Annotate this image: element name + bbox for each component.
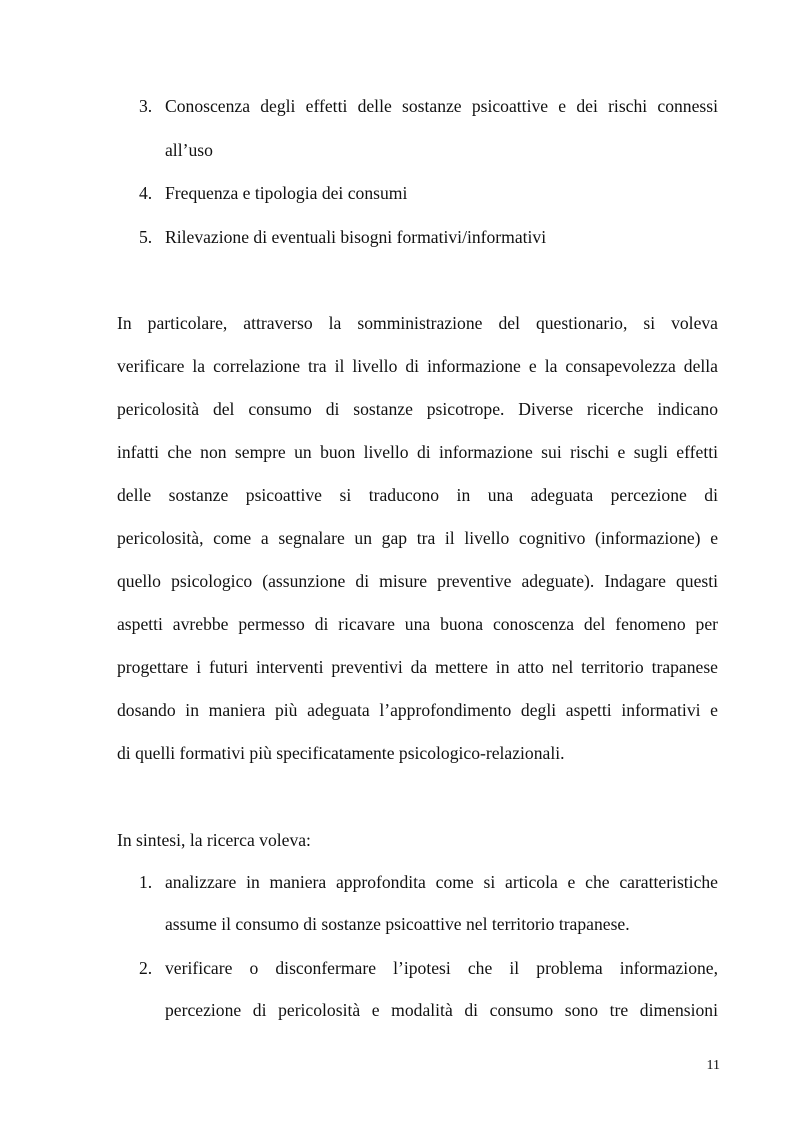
summary-intro: In sintesi, la ricerca voleva:	[117, 830, 311, 850]
page-number: 11	[706, 1058, 720, 1073]
list-item-text-line: Rilevazione di eventuali bisogni formativi/informativi	[165, 227, 547, 247]
list-item-number: 2.	[139, 958, 153, 978]
list-item-number: 5.	[139, 227, 153, 247]
paragraph-line: quello psicologico (assunzione di misure preventive adeguate). Indagare questi	[117, 571, 718, 591]
paragraph-line: di quelli formativi più specificatamente psicologico-relazionali.	[117, 743, 565, 763]
paragraph-line: In particolare, attraverso la somministrazione del questionario, si voleva	[117, 313, 718, 333]
list-item-text-line: percezione di pericolosità e modalità di consumo sono tre dimensioni	[165, 1000, 718, 1020]
list-item-number: 4.	[139, 183, 153, 203]
paragraph-line: pericolosità del consumo di sostanze psicotrope. Diverse ricerche indicano	[117, 399, 718, 419]
paragraph-line: infatti che non sempre un buon livello di informazione sui rischi e sugli effetti	[117, 442, 718, 462]
list-item-number: 1.	[139, 872, 153, 892]
paragraph-line: delle sostanze psicoattive si traducono in una adeguata percezione di	[117, 485, 718, 505]
paragraph-line: dosando in maniera più adeguata l’approfondimento degli aspetti informativi e	[117, 700, 718, 720]
list-item-text-line: assume il consumo di sostanze psicoattive nel territorio trapanese.	[165, 914, 630, 934]
list-item-text-line: analizzare in maniera approfondita come si articola e che caratteristiche	[165, 872, 718, 892]
list-item-text-line: all’uso	[165, 140, 213, 160]
list-item-text-line: verificare o disconfermare l’ipotesi che il problema informazione,	[165, 958, 718, 978]
paragraph-line: aspetti avrebbe permesso di ricavare una buona conoscenza del fenomeno per	[117, 614, 718, 634]
list-item-text-line: Conoscenza degli effetti delle sostanze psicoattive e dei rischi connessi	[165, 96, 718, 116]
list-item-number: 3.	[139, 96, 153, 116]
list-item-text-line: Frequenza e tipologia dei consumi	[165, 183, 408, 203]
paragraph-line: pericolosità, come a segnalare un gap tra il livello cognitivo (informazione) e	[117, 528, 718, 548]
paragraph-line: progettare i futuri interventi preventivi da mettere in atto nel territorio trapanese	[117, 657, 718, 677]
paragraph-line: verificare la correlazione tra il livello di informazione e la consapevolezza della	[117, 356, 718, 376]
